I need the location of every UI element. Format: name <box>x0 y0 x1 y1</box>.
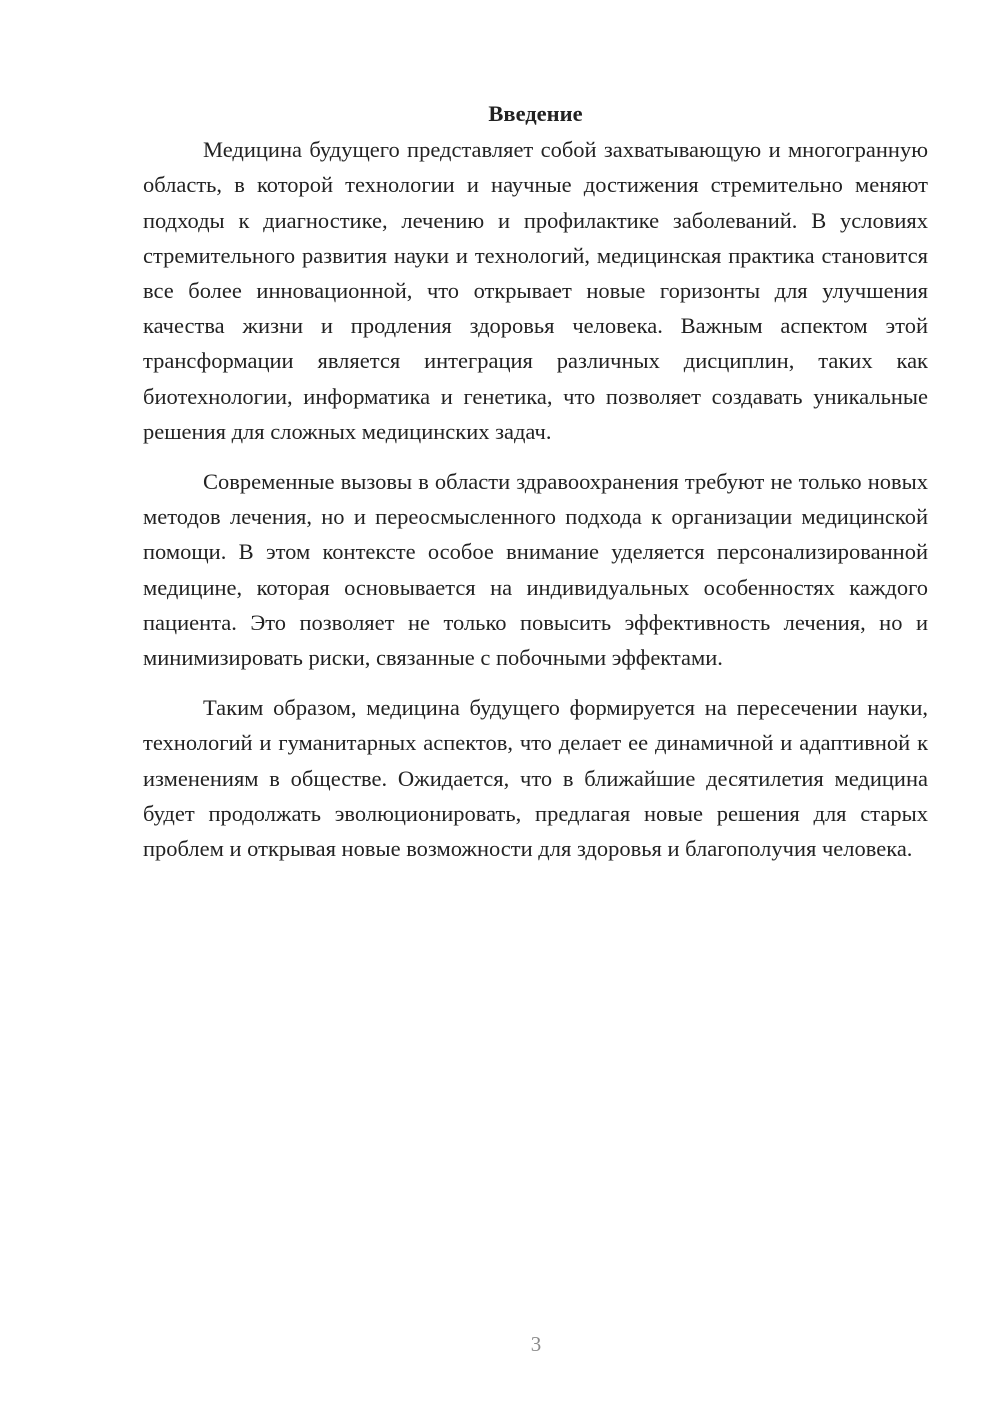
page-number: 3 <box>530 1332 542 1356</box>
paragraph-2: Современные вызовы в области здравоохранения требуют не только новых методов лечения, но и переосмысленного подхода к организации медицинской помощи. В этом контексте особое внимание уделяется персонализированной медицине, которая основывается на индивидуальных особенностях каждого пациента. Это позволяет не только повысить эффективность лечения, но и минимизировать риски, связанные с побочными эффектами. <box>143 469 928 671</box>
paragraph-3: Таким образом, медицина будущего формируется на пересечении науки, технологий и гуманитарных аспектов, что делает ее динамичной и адаптивной к изменениям в обществе. Ожидается, что в ближайшие десятилетия медицина будет продолжать эволюционировать, предлагая новые решения для старых проблем и открывая новые возможности для здоровья и благополучия человека. <box>143 695 928 862</box>
section-title: Введение <box>488 101 583 126</box>
document-body <box>143 96 928 866</box>
paragraph-1: Медицина будущего представляет собой захватывающую и многогранную область, в которой технологии и научные достижения стремительно меняют подходы к диагностике, лечению и профилактике заболеваний. В условиях стремительного развития науки и технологий, медицинская практика становится все более инновационной, что открывает новые горизонты для улучшения качества жизни и продления здоровья человека. Важным аспектом этой трансформации является интеграция различных дисциплин, таких как биотехнологии, информатика и генетика, что позволяет создавать уникальные решения для сложных медицинских задач. <box>143 137 928 444</box>
